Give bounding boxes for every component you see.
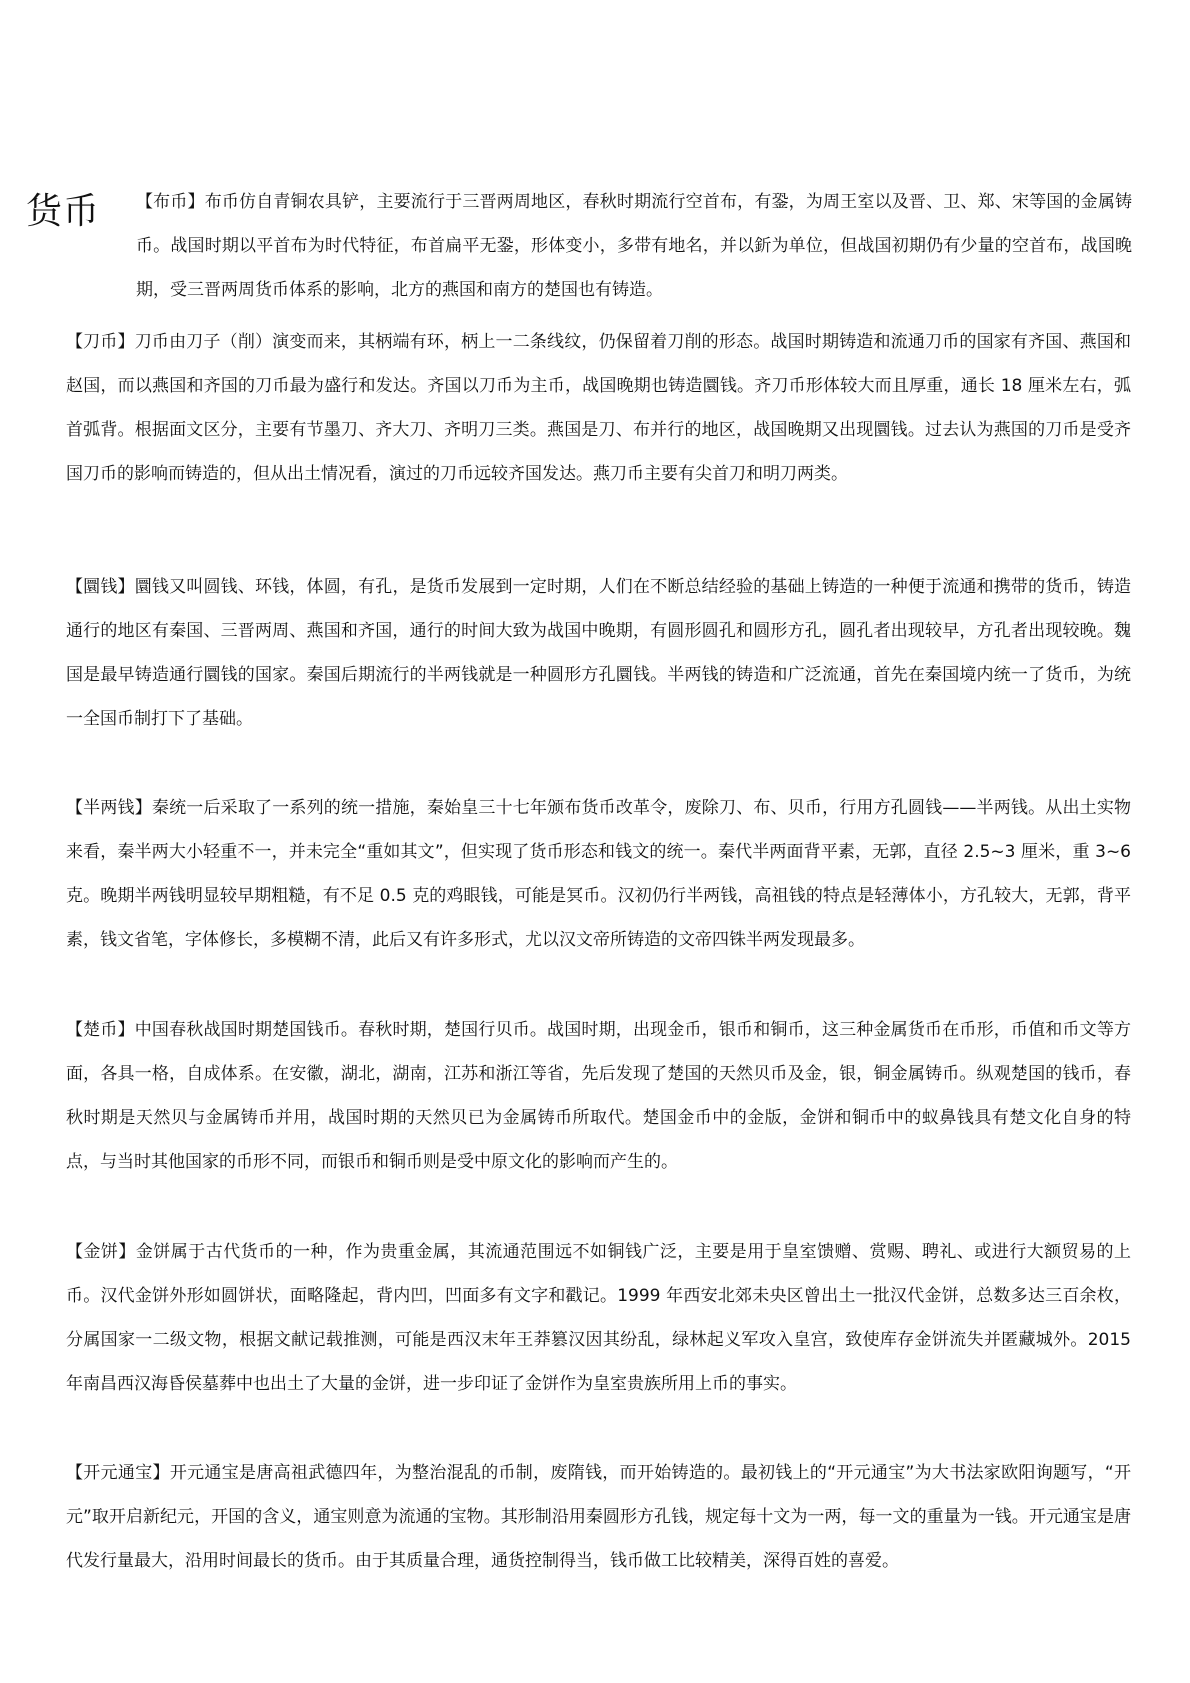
section-label: 【开元通宝】 — [66, 1463, 170, 1483]
section-text: 中国春秋战国时期楚国钱币。春秋时期，楚国行贝币。战国时期，出现金币，银币和铜币，这三种金属货币在币形，币值和币文等方面，各具一格，自成体系。在安徽，湖北，湖南，江苏和浙江等省，先后发现了楚国的天然贝币及金，银，铜金属铸币。纵观楚国的钱币，春秋时期是天然贝与金属铸币并用，战国时期的天然贝已为金属铸币所取代。楚国金币中的金版，金饼和铜币中的蚁鼻钱具有楚文化自身的特点，与当时其他国家的币形不同，而银币和铜币则是受中原文化的影响而产生的。 — [66, 1020, 1132, 1172]
section-text: 圜钱又叫圆钱、环钱，体圆，有孔，是货币发展到一定时期，人们在不断总结经验的基础上铸造的一种便于流通和携带的货币，铸造通行的地区有秦国、三晋两周、燕国和齐国，通行的时间大致为战国中晚期，有圆形圆孔和圆形方孔，圆孔者出现较早，方孔者出现较晚。魏国是最早铸造通行圜钱的国家。秦国后期流行的半两钱就是一种圆形方孔圜钱。半两钱的铸造和广泛流通，首先在秦国境内统一了货币，为统一全国币制打下了基础。 — [66, 577, 1132, 729]
section-text: 秦统一后采取了一系列的统一措施，秦始皇三十七年颁布货币改革令，废除刀、布、贝币，行用方孔圆钱——半两钱。从出土实物来看，秦半两大小轻重不一，并未完全“重如其文”，但实现了货币形态和钱文的统一。秦代半两面背平素，无郭，直径 2.5~3 厘米，重 3~6 克。晚期半两钱明显较早期粗糙，有不足 0.5 克的鸡眼钱，可能是冥币。汉初仍行半两钱，高祖钱的特点是轻薄体小，方孔较大，无郭，背平素，钱文省笔，字体修长，多模糊不清，此后又有许多形式，尤以汉文帝所铸造的文帝四铢半两发现最多。 — [66, 798, 1132, 950]
section-label: 【刀币】 — [66, 332, 135, 352]
section-label: 【半两钱】 — [66, 798, 152, 818]
section-label: 【圜钱】 — [66, 577, 135, 597]
section-daobi — [66, 320, 1131, 496]
section-text: 金饼属于古代货币的一种，作为贵重金属，其流通范围远不如铜钱广泛，主要是用于皇室馈赠、赏赐、聘礼、或进行大额贸易的上币。汉代金饼外形如圆饼状，面略隆起，背内凹，凹面多有文字和戳记。1999 年西安北郊未央区曾出土一批汉代金饼，总数多达三百余枚，分属国家一二级文物，根据文献记载推测，可能是西汉末年王莽篡汉因其纷乱，绿林起义军攻入皇宫，致使库存金饼流失并匿藏城外。2015 年南昌西汉海昏侯墓葬中也出土了大量的金饼，进一步印证了金饼作为皇室贵族所用上币的事实。 — [66, 1242, 1132, 1394]
section-chubi — [66, 1008, 1131, 1184]
section-banliangqian — [66, 786, 1131, 962]
page-title: 货币 — [26, 191, 101, 232]
section-bubi — [136, 180, 1132, 312]
section-label: 【布币】 — [136, 192, 205, 212]
section-label: 【楚币】 — [66, 1020, 135, 1040]
section-text: 刀币由刀子（削）演变而来，其柄端有环，柄上一二条线纹，仍保留着刀削的形态。战国时期铸造和流通刀币的国家有齐国、燕国和赵国，而以燕国和齐国的刀币最为盛行和发达。齐国以刀币为主币，战国晚期也铸造圜钱。齐刀币形体较大而且厚重，通长 18 厘米左右，弧首弧背。根据面文区分，主要有节墨刀、齐大刀、齐明刀三类。燕国是刀、布并行的地区，战国晚期又出现圜钱。过去认为燕国的刀币是受齐国刀币的影响而铸造的，但从出土情况看，演过的刀币远较齐国发达。燕刀币主要有尖首刀和明刀两类。 — [66, 332, 1132, 484]
section-text: 布币仿自青铜农具铲，主要流行于三晋两周地区，春秋时期流行空首布，有銎，为周王室以及晋、卫、郑、宋等国的金属铸币。战国时期以平首布为时代特征，布首扁平无銎，形体变小，多带有地名，并以釿为单位，但战国初期仍有少量的空首布，战国晚期，受三晋两周货币体系的影响，北方的燕国和南方的楚国也有铸造。 — [136, 192, 1132, 300]
section-label: 【金饼】 — [66, 1242, 136, 1262]
section-huanqian — [66, 565, 1131, 741]
section-kaiyuantongbao — [66, 1451, 1131, 1583]
section-jinbing — [66, 1230, 1131, 1406]
section-text: 开元通宝是唐高祖武德四年，为整治混乱的币制，废隋钱，而开始铸造的。最初钱上的“开元通宝”为大书法家欧阳询题写，“开元”取开启新纪元，开国的含义，通宝则意为流通的宝物。其形制沿用秦圆形方孔钱，规定每十文为一两，每一文的重量为一钱。开元通宝是唐代发行量最大，沿用时间最长的货币。由于其质量合理，通货控制得当，钱币做工比较精美，深得百姓的喜爱。 — [66, 1463, 1132, 1571]
